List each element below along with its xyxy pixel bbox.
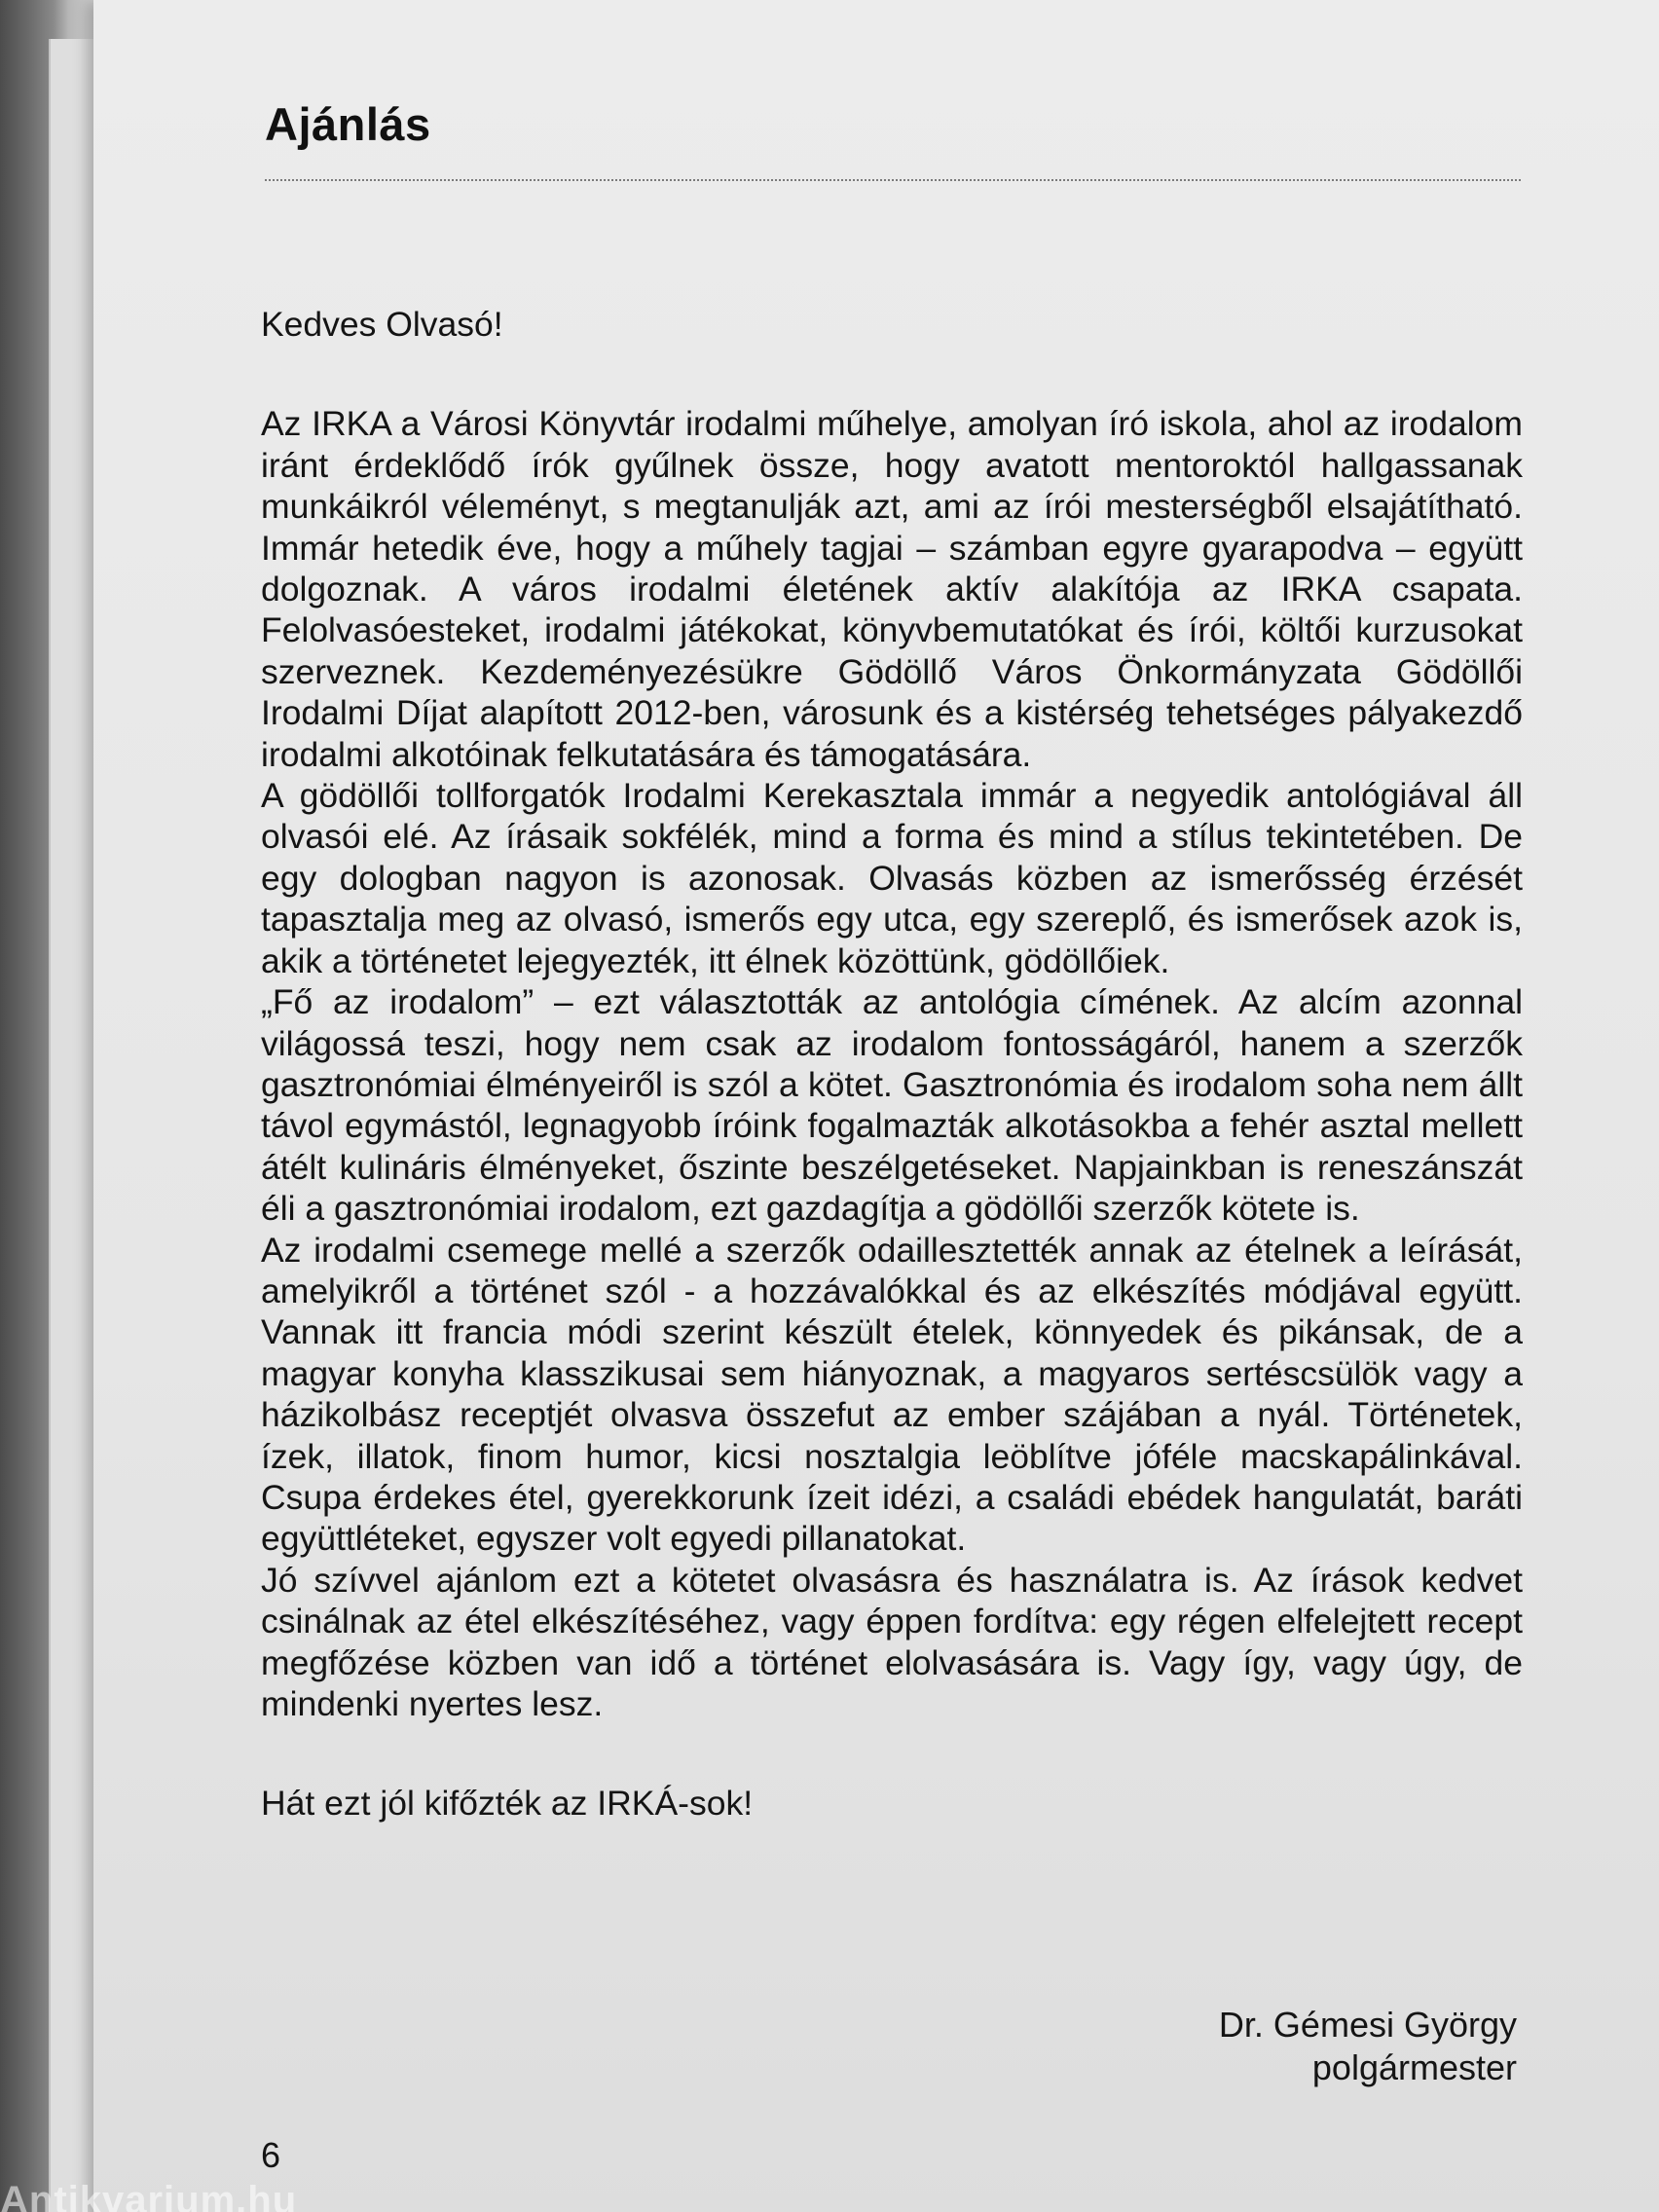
page-title: Ajánlás (265, 98, 431, 150)
letter-body (261, 304, 1523, 1825)
page-number: 6 (261, 2135, 281, 2175)
watermark: Antikvarium.hu (0, 2179, 298, 2212)
signature-block (1219, 2004, 1517, 2089)
title-divider (265, 179, 1521, 181)
paragraph-2: A gödöllői tollforgatók Irodalmi Kerekasztala immár a negyedik antológiával áll olvasói elé. Az írásaik sokfélék, mind a forma és mind a stílus tekintetében. De egy dologban nagyon is azonosak. Olvasás közben az ismerősség érzését tapasztalja meg az olvasó, ismerős egy utca, egy szereplő, és ismerősek azok is, akik a történetet lejegyezték, itt élnek közöttünk, gödöllőiek. (261, 776, 1523, 980)
signature-role: polgármester (1311, 2047, 1517, 2087)
salutation: Kedves Olvasó! (261, 305, 503, 344)
paragraph-3: „Fő az irodalom” – ezt választották az antológia címének. Az alcím azonnal világossá teszi, hogy nem csak az irodalom fontosságáról, hanem a szerzők gasztronómiai élményeiről is szól a kötet. Gasztronómia és irodalom soha nem állt távol egymástól, legnagyobb íróink fogalmazták alkotásokba a fehér asztal mellett átélt kulináris élményeket, őszinte beszélgetéseket. Napjainkban is reneszánszát éli a gasztronómiai irodalom, ezt gazdagítja a gödöllői szerzők kötete is. (261, 982, 1523, 1229)
signature-name: Dr. Gémesi György (1218, 2005, 1517, 2045)
paragraph-5: Jó szívvel ajánlom ezt a kötetet olvasásra és használatra is. Az írások kedvet csinálnak az étel elkészítéséhez, vagy éppen fordítva: egy régen elfelejtett recept megfőzése közben van idő a történet elolvasására is. Vagy így, vagy úgy, de mindenki nyertes lesz. (261, 1560, 1523, 1723)
paragraph-4: Az irodalmi csemege mellé a szerzők odaillesztették annak az ételnek a leírását, amelyikről a történet szól - a hozzávalókkal és az elkészítés módjával együtt. Vannak itt francia módi szerint készült ételek, könnyedek és pikánsak, de a magyar konyha klasszikusai sem hiányoznak, a magyaros sertéscsülök vagy a házikolbász receptjét olvasva összefut az ember szájában a nyál. Történetek, ízek, illatok, finom humor, kicsi nosztalgia leöblítve jóféle macskapálinkával. Csupa érdekes étel, gyerekkorunk ízeit idézi, a családi ebédek hangulatát, baráti együttléteket, egyszer volt egyedi pillanatokat. (261, 1230, 1523, 1559)
closing-line: Hát ezt jól kifőzték az IRKÁ-sok! (261, 1784, 754, 1824)
paragraph-1: Az IRKA a Városi Könyvtár irodalmi műhelye, amolyan író iskola, ahol az irodalom iránt érdeklődő írók gyűlnek össze, hogy avatott mentoroktól hallgassanak munkáikról véleményt, s megtanulják azt, ami az írói mesterségből elsajátítható. Immár hetedik éve, hogy a műhely tagjai – számban egyre gyarapodva – együtt dolgoznak. A város irodalmi életének aktív alakítója az IRKA csapata. Felolvasóesteket, irodalmi játékokat, könyvbemutatókat és írói, költői kurzusokat szerveznek. Kezdeményezésükre Gödöllő Város Önkormányzata Gödöllői Irodalmi Díjat alapított 2012-ben, városunk és a kistérség tehetséges pályakezdő irodalmi alkotóinak felkutatására és támogatására. (261, 404, 1523, 774)
